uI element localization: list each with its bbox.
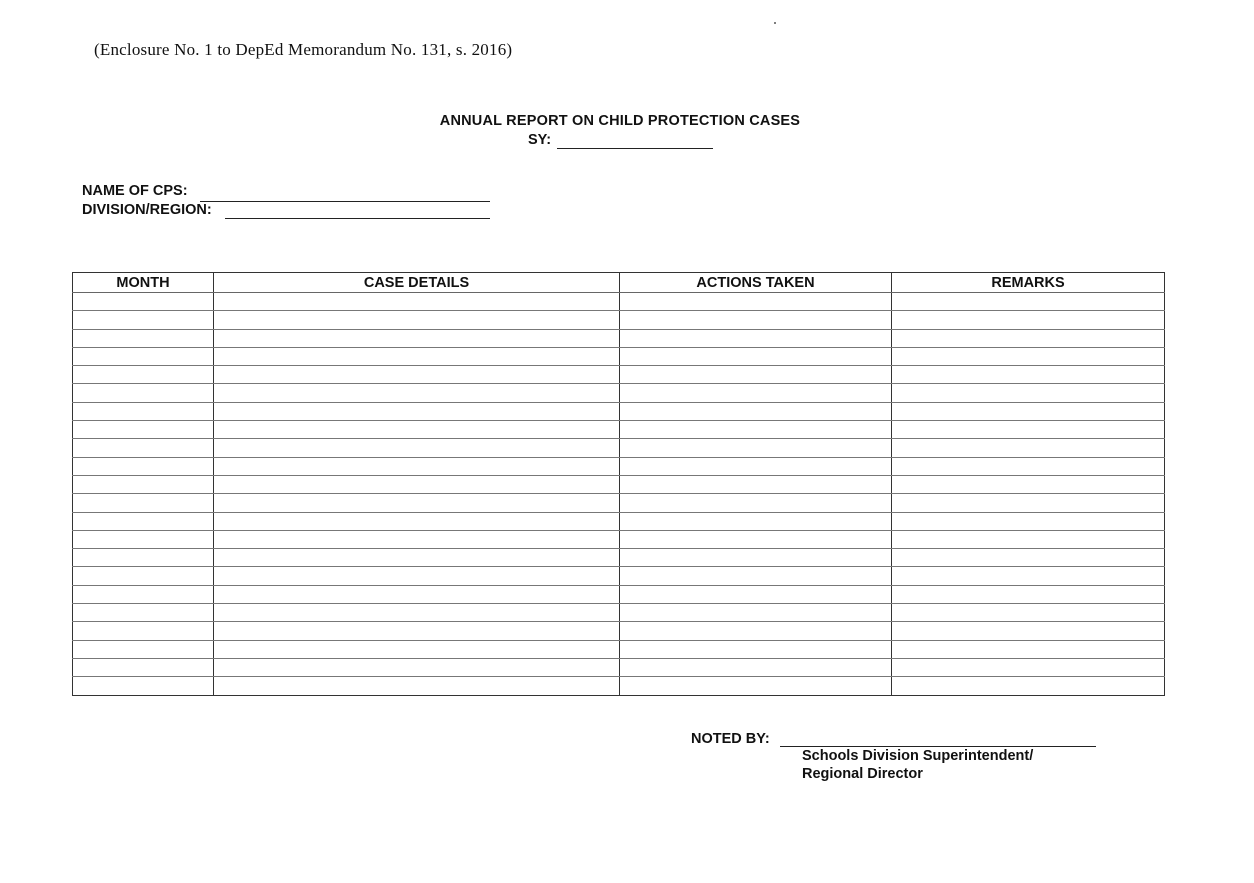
cell-month[interactable]	[73, 384, 214, 402]
column-header-month: MONTH	[73, 273, 214, 293]
cell-case-details[interactable]	[214, 402, 620, 420]
table-row	[73, 640, 1165, 658]
cell-month[interactable]	[73, 439, 214, 457]
table-body	[73, 293, 1165, 696]
cell-case-details[interactable]	[214, 512, 620, 530]
cell-remarks[interactable]	[892, 622, 1165, 640]
cell-actions-taken[interactable]	[620, 457, 892, 475]
cell-case-details[interactable]	[214, 604, 620, 622]
table-row	[73, 293, 1165, 311]
cell-remarks[interactable]	[892, 293, 1165, 311]
cell-actions-taken[interactable]	[620, 384, 892, 402]
cell-actions-taken[interactable]	[620, 658, 892, 676]
cell-month[interactable]	[73, 402, 214, 420]
cell-month[interactable]	[73, 622, 214, 640]
cell-actions-taken[interactable]	[620, 622, 892, 640]
cell-case-details[interactable]	[214, 549, 620, 567]
cell-case-details[interactable]	[214, 311, 620, 329]
cell-remarks[interactable]	[892, 494, 1165, 512]
cell-case-details[interactable]	[214, 329, 620, 347]
report-title: ANNUAL REPORT ON CHILD PROTECTION CASES	[439, 113, 801, 129]
table-row	[73, 677, 1165, 695]
table-row	[73, 329, 1165, 347]
cell-month[interactable]	[73, 530, 214, 548]
cell-remarks[interactable]	[892, 329, 1165, 347]
cell-actions-taken[interactable]	[620, 585, 892, 603]
cell-case-details[interactable]	[214, 366, 620, 384]
cell-actions-taken[interactable]	[620, 421, 892, 439]
cell-case-details[interactable]	[214, 530, 620, 548]
table-row	[73, 494, 1165, 512]
cell-remarks[interactable]	[892, 311, 1165, 329]
cell-remarks[interactable]	[892, 640, 1165, 658]
cell-remarks[interactable]	[892, 677, 1165, 695]
cell-case-details[interactable]	[214, 622, 620, 640]
table-row	[73, 549, 1165, 567]
table-row	[73, 384, 1165, 402]
table-row	[73, 658, 1165, 676]
signatory-title-line1: Schools Division Superintendent/	[802, 748, 1034, 764]
table-row	[73, 402, 1165, 420]
table-row	[73, 567, 1165, 585]
cell-month[interactable]	[73, 311, 214, 329]
cell-month[interactable]	[73, 329, 214, 347]
cell-actions-taken[interactable]	[620, 677, 892, 695]
cell-remarks[interactable]	[892, 384, 1165, 402]
signatory-title-line2: Regional Director	[802, 766, 923, 782]
cell-remarks[interactable]	[892, 347, 1165, 365]
cell-month[interactable]	[73, 494, 214, 512]
cell-case-details[interactable]	[214, 421, 620, 439]
table-row	[73, 439, 1165, 457]
cell-actions-taken[interactable]	[620, 347, 892, 365]
sy-blank-line[interactable]	[557, 148, 713, 149]
cell-remarks[interactable]	[892, 439, 1165, 457]
table-row	[73, 530, 1165, 548]
cell-actions-taken[interactable]	[620, 567, 892, 585]
cell-remarks[interactable]	[892, 421, 1165, 439]
cell-remarks[interactable]	[892, 567, 1165, 585]
cell-remarks[interactable]	[892, 530, 1165, 548]
report-table	[72, 272, 1165, 696]
cell-actions-taken[interactable]	[620, 475, 892, 493]
cell-month[interactable]	[73, 347, 214, 365]
column-header-actions-taken: ACTIONS TAKEN	[620, 273, 892, 293]
cell-case-details[interactable]	[214, 567, 620, 585]
cell-month[interactable]	[73, 475, 214, 493]
cell-actions-taken[interactable]	[620, 293, 892, 311]
cell-month[interactable]	[73, 677, 214, 695]
cell-actions-taken[interactable]	[620, 512, 892, 530]
table-row	[73, 475, 1165, 493]
column-header-remarks: REMARKS	[892, 273, 1165, 293]
cell-actions-taken[interactable]	[620, 640, 892, 658]
cell-case-details[interactable]	[214, 384, 620, 402]
cell-month[interactable]	[73, 421, 214, 439]
cell-actions-taken[interactable]	[620, 549, 892, 567]
cell-case-details[interactable]	[214, 677, 620, 695]
cell-case-details[interactable]	[214, 658, 620, 676]
division-region-blank-line[interactable]	[225, 218, 490, 219]
cell-remarks[interactable]	[892, 475, 1165, 493]
cell-actions-taken[interactable]	[620, 439, 892, 457]
cell-remarks[interactable]	[892, 457, 1165, 475]
cell-month[interactable]	[73, 549, 214, 567]
cell-case-details[interactable]	[214, 585, 620, 603]
division-region-label: DIVISION/REGION:	[82, 202, 212, 218]
cell-actions-taken[interactable]	[620, 366, 892, 384]
cell-remarks[interactable]	[892, 366, 1165, 384]
cell-month[interactable]	[73, 604, 214, 622]
cell-month[interactable]	[73, 512, 214, 530]
cell-case-details[interactable]	[214, 347, 620, 365]
cell-case-details[interactable]	[214, 494, 620, 512]
enclosure-note: (Enclosure No. 1 to DepEd Memorandum No. 131, s. 2016)	[94, 40, 513, 59]
table-row	[73, 457, 1165, 475]
column-header-case-details: CASE DETAILS	[214, 273, 620, 293]
cell-month[interactable]	[73, 658, 214, 676]
cell-month[interactable]	[73, 585, 214, 603]
cell-month[interactable]	[73, 293, 214, 311]
sy-label: SY:	[528, 132, 552, 148]
cell-remarks[interactable]	[892, 604, 1165, 622]
cell-case-details[interactable]	[214, 293, 620, 311]
table-row	[73, 347, 1165, 365]
table-row	[73, 585, 1165, 603]
cell-month[interactable]	[73, 640, 214, 658]
table-header-row	[73, 273, 1165, 293]
table-row	[73, 622, 1165, 640]
cell-month[interactable]	[73, 366, 214, 384]
noted-by-label: NOTED BY:	[691, 731, 770, 747]
cps-name-label: NAME OF CPS:	[82, 183, 188, 199]
cps-name-blank-line[interactable]	[200, 201, 490, 202]
table-row	[73, 421, 1165, 439]
cell-case-details[interactable]	[214, 457, 620, 475]
cell-remarks[interactable]	[892, 512, 1165, 530]
cell-actions-taken[interactable]	[620, 604, 892, 622]
cell-remarks[interactable]	[892, 585, 1165, 603]
cell-case-details[interactable]	[214, 439, 620, 457]
cell-month[interactable]	[73, 567, 214, 585]
cell-actions-taken[interactable]	[620, 311, 892, 329]
cell-actions-taken[interactable]	[620, 530, 892, 548]
cell-month[interactable]	[73, 457, 214, 475]
cell-remarks[interactable]	[892, 658, 1165, 676]
cell-actions-taken[interactable]	[620, 494, 892, 512]
cell-remarks[interactable]	[892, 402, 1165, 420]
table-row	[73, 311, 1165, 329]
table-row	[73, 366, 1165, 384]
cell-case-details[interactable]	[214, 475, 620, 493]
cell-remarks[interactable]	[892, 549, 1165, 567]
cell-actions-taken[interactable]	[620, 329, 892, 347]
noted-by-signature-line[interactable]	[780, 746, 1096, 747]
cell-case-details[interactable]	[214, 640, 620, 658]
scan-speck	[774, 22, 776, 24]
table-row	[73, 512, 1165, 530]
table-row	[73, 604, 1165, 622]
cell-actions-taken[interactable]	[620, 402, 892, 420]
